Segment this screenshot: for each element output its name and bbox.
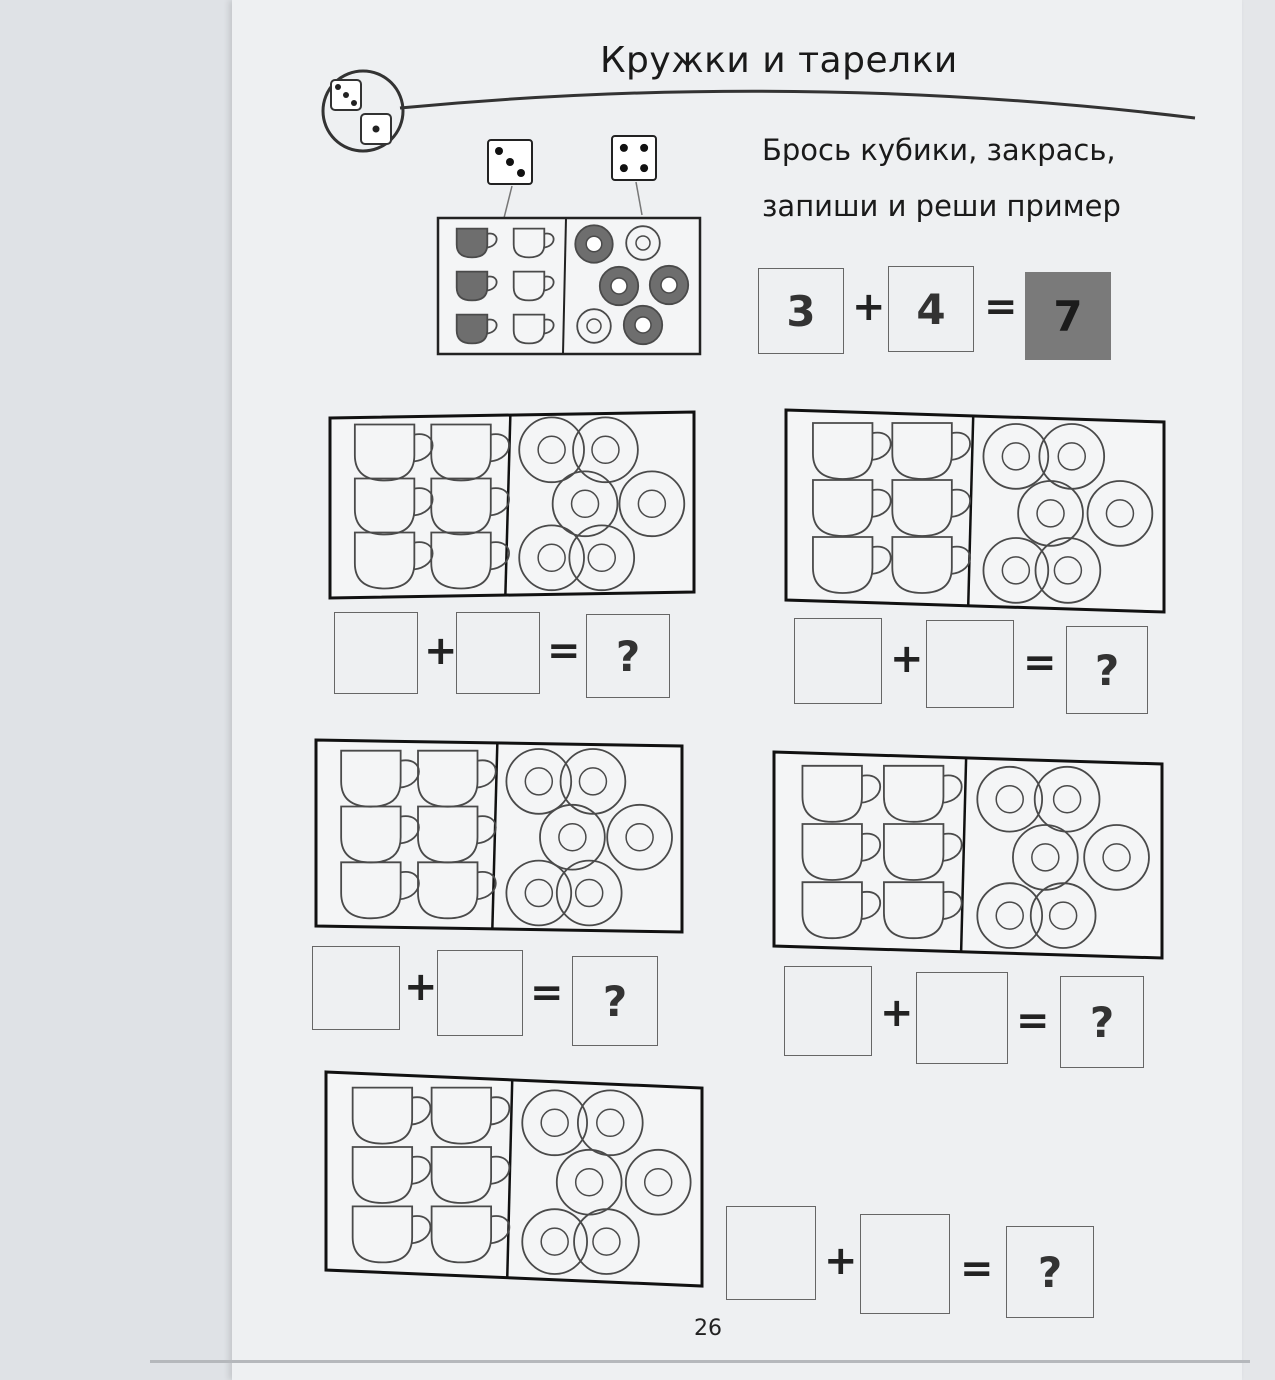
ex1-equals: = bbox=[547, 628, 581, 674]
example-result-box: 7 bbox=[1025, 272, 1111, 360]
example-equals: = bbox=[984, 284, 1018, 330]
panel-frame bbox=[330, 412, 694, 598]
example-second-box: 4 bbox=[888, 266, 974, 352]
instruction-line-2: запиши и реши пример bbox=[762, 189, 1121, 223]
die-pip bbox=[495, 147, 503, 155]
ex2-equals: = bbox=[1023, 640, 1057, 686]
ex4-result-box[interactable]: ? bbox=[1060, 976, 1144, 1068]
panel-frame bbox=[316, 740, 682, 932]
cup-icon bbox=[457, 229, 488, 258]
cup-icon bbox=[457, 272, 488, 301]
ex4-equals: = bbox=[1016, 998, 1050, 1044]
example-plus: + bbox=[852, 284, 886, 330]
instruction-text bbox=[762, 122, 1121, 234]
example-first-box: 3 bbox=[758, 268, 844, 354]
example-die-three bbox=[488, 140, 532, 184]
die-pip bbox=[517, 169, 525, 177]
ex4-first-box[interactable] bbox=[784, 966, 872, 1056]
header-die-pip bbox=[343, 92, 349, 98]
ex1-first-box[interactable] bbox=[334, 612, 418, 694]
die-face bbox=[612, 136, 656, 180]
ex1-plus: + bbox=[424, 628, 458, 674]
cup-icon bbox=[457, 315, 488, 344]
die-pip bbox=[620, 144, 628, 152]
ex3-result-box[interactable]: ? bbox=[572, 956, 658, 1046]
example-die-four bbox=[612, 136, 656, 180]
title-underline bbox=[400, 91, 1195, 118]
ex4-second-box[interactable] bbox=[916, 972, 1008, 1064]
header-die-pip bbox=[373, 126, 380, 133]
ex5-second-box[interactable] bbox=[860, 1214, 950, 1314]
ex1-second-box[interactable] bbox=[456, 612, 540, 694]
ex2-result-box[interactable]: ? bbox=[1066, 626, 1148, 714]
ex3-second-box[interactable] bbox=[437, 950, 523, 1036]
exercise-2-panel bbox=[786, 410, 1164, 612]
pointer-arrow-right bbox=[636, 182, 642, 215]
ex2-first-box[interactable] bbox=[794, 618, 882, 704]
die-pip bbox=[620, 164, 628, 172]
die-pip bbox=[506, 158, 514, 166]
ex5-equals: = bbox=[960, 1246, 994, 1292]
exercise-1-panel bbox=[330, 412, 694, 598]
example-panel bbox=[438, 218, 700, 354]
header-die-pip bbox=[335, 84, 341, 90]
plate-center bbox=[635, 317, 651, 333]
ex3-plus: + bbox=[404, 964, 438, 1010]
exercise-5-panel bbox=[326, 1072, 702, 1286]
plate-center bbox=[586, 236, 602, 252]
ex5-plus: + bbox=[824, 1238, 858, 1284]
plate-center bbox=[611, 278, 627, 294]
pointer-arrow-left bbox=[504, 186, 512, 218]
die-pip bbox=[640, 144, 648, 152]
ex5-result-box[interactable]: ? bbox=[1006, 1226, 1094, 1318]
ex3-equals: = bbox=[530, 970, 564, 1016]
ex2-plus: + bbox=[890, 636, 924, 682]
page-number: 26 bbox=[694, 1316, 722, 1341]
ex1-result-box[interactable]: ? bbox=[586, 614, 670, 698]
ex4-plus: + bbox=[880, 990, 914, 1036]
page-title: Кружки и тарелки bbox=[600, 40, 958, 81]
exercise-3-panel bbox=[316, 740, 682, 932]
instruction-line-1: Брось кубики, закрась, bbox=[762, 133, 1116, 167]
ex3-first-box[interactable] bbox=[312, 946, 400, 1030]
exercise-4-panel bbox=[774, 752, 1162, 958]
ex2-second-box[interactable] bbox=[926, 620, 1014, 708]
ex5-first-box[interactable] bbox=[726, 1206, 816, 1300]
header-die-pip bbox=[351, 100, 357, 106]
plate-center bbox=[661, 277, 677, 293]
die-pip bbox=[640, 164, 648, 172]
